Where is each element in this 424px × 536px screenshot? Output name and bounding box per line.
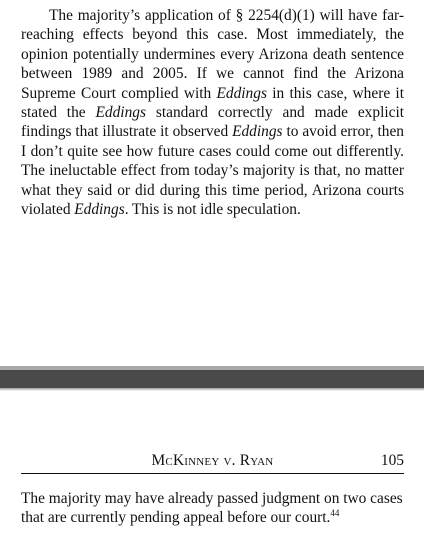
- case-name-italic: Eddings: [216, 84, 267, 102]
- paragraph-text: in this case, where it stated the: [21, 84, 404, 122]
- case-name-italic: Eddings: [95, 104, 146, 122]
- case-name-italic: Eddings: [74, 201, 125, 219]
- paragraph-text: standard correctly and made explicit findings that illustrate it observed: [21, 104, 405, 141]
- running-header: [21, 451, 404, 474]
- page-number: 105: [380, 452, 404, 469]
- body-paragraph: [21, 6, 404, 219]
- case-title: McKinney v. Ryan: [151, 452, 274, 469]
- continuation-paragraph: [21, 489, 404, 528]
- page-break-bar: [0, 366, 424, 388]
- case-name-italic: Eddings: [232, 123, 283, 141]
- continuation-text: The majority may have already passed judgment on two cases that are currently pending appeal before our court.: [21, 490, 403, 527]
- footnote-reference[interactable]: 44: [330, 508, 340, 519]
- paragraph-text: . This is not idle speculation.: [124, 201, 301, 219]
- paragraph-text: to avoid error, then I don’t quite see how future cases could come out differently. The ineluctable effect from today’s majority is that, no matter what they said or did during this time period, Arizona courts violated: [21, 123, 404, 219]
- paragraph-text: The majority’s application of § 2254(d)(1) will have far-reaching effects beyond this case. Most immediately, the opinion potentially undermines every Arizona death sentence between 1989 and 2005. If we cannot find the Arizona Supreme Court complied with: [21, 7, 404, 102]
